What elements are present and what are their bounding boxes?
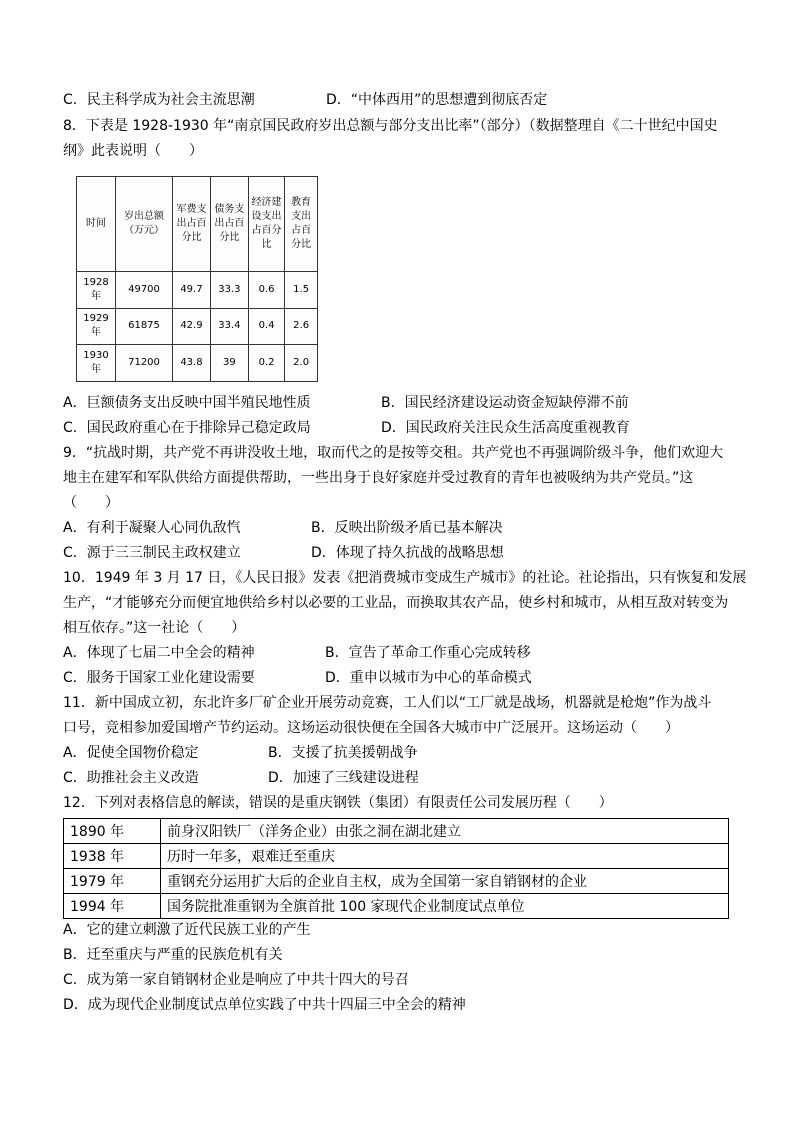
q7-option-c: C．民主科学成为社会主流思潮 <box>63 92 255 108</box>
table-cell: 0.4 <box>248 308 284 345</box>
q9-stem-line3: （ ） <box>63 495 119 511</box>
table-cell: 国务院批准重钢为全旗首批 100 家现代企业制度试点单位 <box>161 894 729 919</box>
table-cell: 重钢充分运用扩大后的企业自主权，成为全国第一家自销钢材的企业 <box>161 869 729 894</box>
table-cell: 1929年 <box>77 308 116 345</box>
q12-stem: 12．下列对表格信息的解读，错误的是重庆钢铁（集团）有限责任公司发展历程（ ） <box>63 795 613 811</box>
q12-option-a: A．它的建立刺激了近代民族工业的产生 <box>63 922 311 938</box>
q8-header-military: 军费支出占百分比 <box>173 177 211 272</box>
table-cell: 1928年 <box>77 271 116 308</box>
q8-data-table <box>76 176 318 382</box>
q9-stem-line1: 9．“抗战时期，共产党不再讲没收土地，取而代之的是按等交租。共产党也不再强调阶级斗争，他们欢迎大 <box>63 445 724 461</box>
table-cell: 39 <box>210 345 248 382</box>
q11-option-d: D．加速了三线建设进程 <box>268 770 419 786</box>
q9-option-d: D．体现了持久抗战的战略思想 <box>311 545 504 561</box>
q9-option-b: B．反映出阶级矛盾已基本解决 <box>311 520 503 536</box>
q10-option-d: D．重申以城市为中心的革命模式 <box>325 670 532 686</box>
q11-option-c: C．助推社会主义改造 <box>63 770 199 786</box>
q10-option-c: C．服务于国家工业化建设需要 <box>63 670 255 686</box>
q11-stem-line2: 口号，竞相参加爱国增产节约运动。这场运动很快便在全国各大城市中广泛展开。这场运动（ ） <box>63 720 679 736</box>
table-cell: 2.6 <box>285 308 318 345</box>
q8-option-c: C．国民政府重心在于排除异己稳定政局 <box>63 420 311 436</box>
table-cell: 71200 <box>116 345 173 382</box>
q8-header-economy: 经济建设支出占百分比 <box>248 177 284 272</box>
table-cell: 33.3 <box>210 271 248 308</box>
q10-option-b: B．宣告了革命工作重心完成转移 <box>325 645 531 661</box>
table-cell: 2.0 <box>285 345 318 382</box>
table-cell: 前身汉阳铁厂（洋务企业）由张之洞在湖北建立 <box>161 819 729 844</box>
table-cell: 1930年 <box>77 345 116 382</box>
table-cell: 历时一年多，艰难迁至重庆 <box>161 844 729 869</box>
table-cell: 1938 年 <box>64 844 161 869</box>
table-cell: 42.9 <box>173 308 211 345</box>
table-row <box>64 894 729 919</box>
q8-header-debt: 债务支出占百分比 <box>210 177 248 272</box>
q9-option-c: C．源于三三制民主政权建立 <box>63 545 241 561</box>
q12-option-d: D．成为现代企业制度试点单位实践了中共十四届三中全会的精神 <box>63 997 466 1013</box>
q11-option-a: A．促使全国物价稳定 <box>63 745 199 761</box>
table-row <box>64 844 729 869</box>
q7-option-d: D．“中体西用”的思想遭到彻底否定 <box>326 92 548 108</box>
q9-option-a: A．有利于凝聚人心同仇敌忾 <box>63 520 241 536</box>
q8-stem-line1: 8．下表是 1928-1930 年“南京国民政府岁出总额与部分支出比率”（部分）（数据整理自《二十世纪中国史 <box>63 118 718 134</box>
q8-option-b: B．国民经济建设运动资金短缺停滞不前 <box>381 395 629 411</box>
q12-history-table <box>63 818 729 919</box>
q10-stem-line1: 10．1949 年 3 月 17 日，《人民日报》发表《把消费城市变成生产城市》的社论。社论指出，只有恢复和发展 <box>63 570 747 586</box>
q8-header-total: 岁出总额（万元） <box>116 177 173 272</box>
table-cell: 49700 <box>116 271 173 308</box>
q11-option-b: B．支援了抗美援朝战争 <box>268 745 418 761</box>
table-cell: 61875 <box>116 308 173 345</box>
table-cell: 1890 年 <box>64 819 161 844</box>
table-cell: 49.7 <box>173 271 211 308</box>
q8-option-d: D．国民政府关注民众生活高度重视教育 <box>381 420 630 436</box>
table-cell: 43.8 <box>173 345 211 382</box>
q8-stem-line2: 纲》此表说明（ ） <box>63 143 203 159</box>
table-row <box>64 819 729 844</box>
table-row <box>64 869 729 894</box>
q11-stem-line1: 11．新中国成立初，东北许多厂矿企业开展劳动竞赛，工人们以“工厂就是战场，机器就是枪炮”作为战斗 <box>63 695 712 711</box>
table-cell: 1.5 <box>285 271 318 308</box>
q10-stem-line2: 生产，“才能够充分而便宜地供给乡村以必要的工业品，而换取其农产品，使乡村和城市，从相互敌对转变为 <box>63 595 729 611</box>
q8-option-a: A．巨额债务支出反映中国半殖民地性质 <box>63 395 311 411</box>
table-cell: 33.4 <box>210 308 248 345</box>
q8-header-time: 时间 <box>77 177 116 272</box>
q12-option-c: C．成为第一家自销钢材企业是响应了中共十四大的号召 <box>63 972 409 988</box>
q9-stem-line2: 地主在建军和军队供给方面提供帮助，一些出身于良好家庭并受过教育的青年也被吸纳为共产党员。”这 <box>63 470 694 486</box>
q12-option-b: B．迁至重庆与严重的民族危机有关 <box>63 947 283 963</box>
table-cell: 1994 年 <box>64 894 161 919</box>
q10-option-a: A．体现了七届二中全会的精神 <box>63 645 255 661</box>
table-cell: 0.2 <box>248 345 284 382</box>
q8-header-education: 教育支出占百分比 <box>285 177 318 272</box>
q10-stem-line3: 相互依存。”这一社论（ ） <box>63 620 246 636</box>
table-cell: 1979 年 <box>64 869 161 894</box>
table-cell: 0.6 <box>248 271 284 308</box>
